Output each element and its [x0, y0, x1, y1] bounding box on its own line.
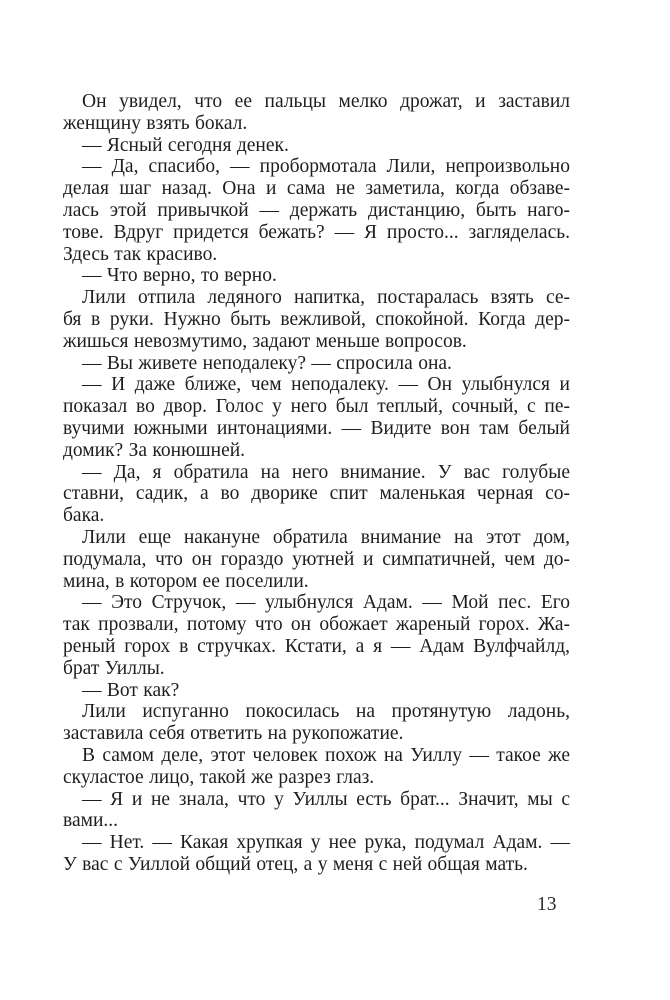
paragraph — [63, 135, 570, 157]
text-line: Лили отпила ледяного напитка, постаралась взять се- — [82, 287, 570, 309]
paragraph — [63, 789, 570, 833]
paragraph — [63, 680, 570, 702]
text-line: В самом деле, этот человек похож на Уиллу — такое же — [82, 744, 570, 766]
text-line: вучими южными интонациями. — Видите вон там белый — [63, 417, 570, 439]
text-line: — Это Стручок, — улыбнулся Адам. — Мой пес. Его — [82, 592, 570, 614]
paragraph — [63, 374, 570, 461]
text-line: домик? За конюшней. — [63, 439, 246, 461]
text-line: — Я и не знала, что у Уиллы есть брат... Значит, мы с — [82, 788, 570, 810]
paragraph — [63, 832, 570, 876]
paragraph — [63, 592, 570, 679]
text-line: так прозвали, потому что он обожает жареный горох. Жа- — [63, 614, 570, 636]
paragraph — [63, 462, 570, 527]
text-line: ставни, садик, а во дворике спит маленькая черная со- — [63, 483, 570, 505]
text-line: делая шаг назад. Она и сама не заметила, когда обзаве- — [63, 178, 570, 200]
text-line: У вас с Уиллой общий отец, а у меня с ней общая мать. — [63, 853, 528, 875]
text-line: мина, в котором ее поселили. — [63, 570, 309, 592]
text-line: заставила себя ответить на рукопожатие. — [63, 723, 404, 745]
page-text — [63, 91, 570, 876]
text-line: подумала, что он гораздо уютней и симпатичней, чем до- — [63, 548, 570, 570]
text-line: — И даже ближе, чем неподалеку. — Он улыбнулся и — [82, 374, 570, 396]
text-line: бака. — [63, 505, 105, 527]
paragraph — [63, 265, 570, 287]
text-line: скуластое лицо, такой же разрез глаз. — [63, 766, 375, 788]
paragraph — [63, 527, 570, 592]
text-line: Здесь так красиво. — [63, 243, 218, 265]
paragraph — [63, 156, 570, 265]
text-line: — Что верно, то верно. — [82, 265, 277, 287]
text-line: показал во двор. Голос у него был теплый, сочный, с пе- — [63, 396, 570, 418]
paragraph — [63, 91, 570, 135]
paragraph — [63, 353, 570, 375]
text-line: — Нет. — Какая хрупкая у нее рука, подумал Адам. — — [82, 832, 570, 854]
text-line: Лили испуганно покосилась на протянутую ладонь, — [82, 701, 570, 723]
text-line: жишься невозмутимо, задают меньше вопросов. — [63, 330, 467, 352]
page-number: 13 — [537, 894, 557, 915]
paragraph — [63, 287, 570, 352]
text-line: — Да, спасибо, — пробормотала Лили, непроизвольно — [82, 156, 570, 178]
paragraph — [63, 701, 570, 745]
text-line: лась этой привычкой — держать дистанцию, быть наго- — [63, 199, 570, 221]
text-line: — Ясный сегодня денек. — [82, 134, 289, 156]
text-line: Он увидел, что ее пальцы мелко дрожат, и заставил — [82, 91, 570, 112]
text-line: брат Уиллы. — [63, 657, 165, 679]
text-line: — Вы живете неподалеку? — спросила она. — [82, 352, 452, 374]
text-line: реный горох в стручках. Кстати, а я — Адам Вулфчайлд, — [63, 635, 570, 657]
text-line: Лили еще накануне обратила внимание на этот дом, — [82, 526, 570, 548]
text-line: бя в руки. Нужно быть вежливой, спокойной. Когда дер- — [63, 308, 570, 330]
text-line: тове. Вдруг придется бежать? — Я просто... загляделась. — [63, 221, 570, 243]
text-line: женщину взять бокал. — [63, 112, 248, 134]
paragraph — [63, 745, 570, 789]
text-line: вами... — [63, 810, 119, 832]
text-line: — Да, я обратила на него внимание. У вас голубые — [82, 461, 570, 483]
text-line: — Вот как? — [82, 679, 180, 701]
